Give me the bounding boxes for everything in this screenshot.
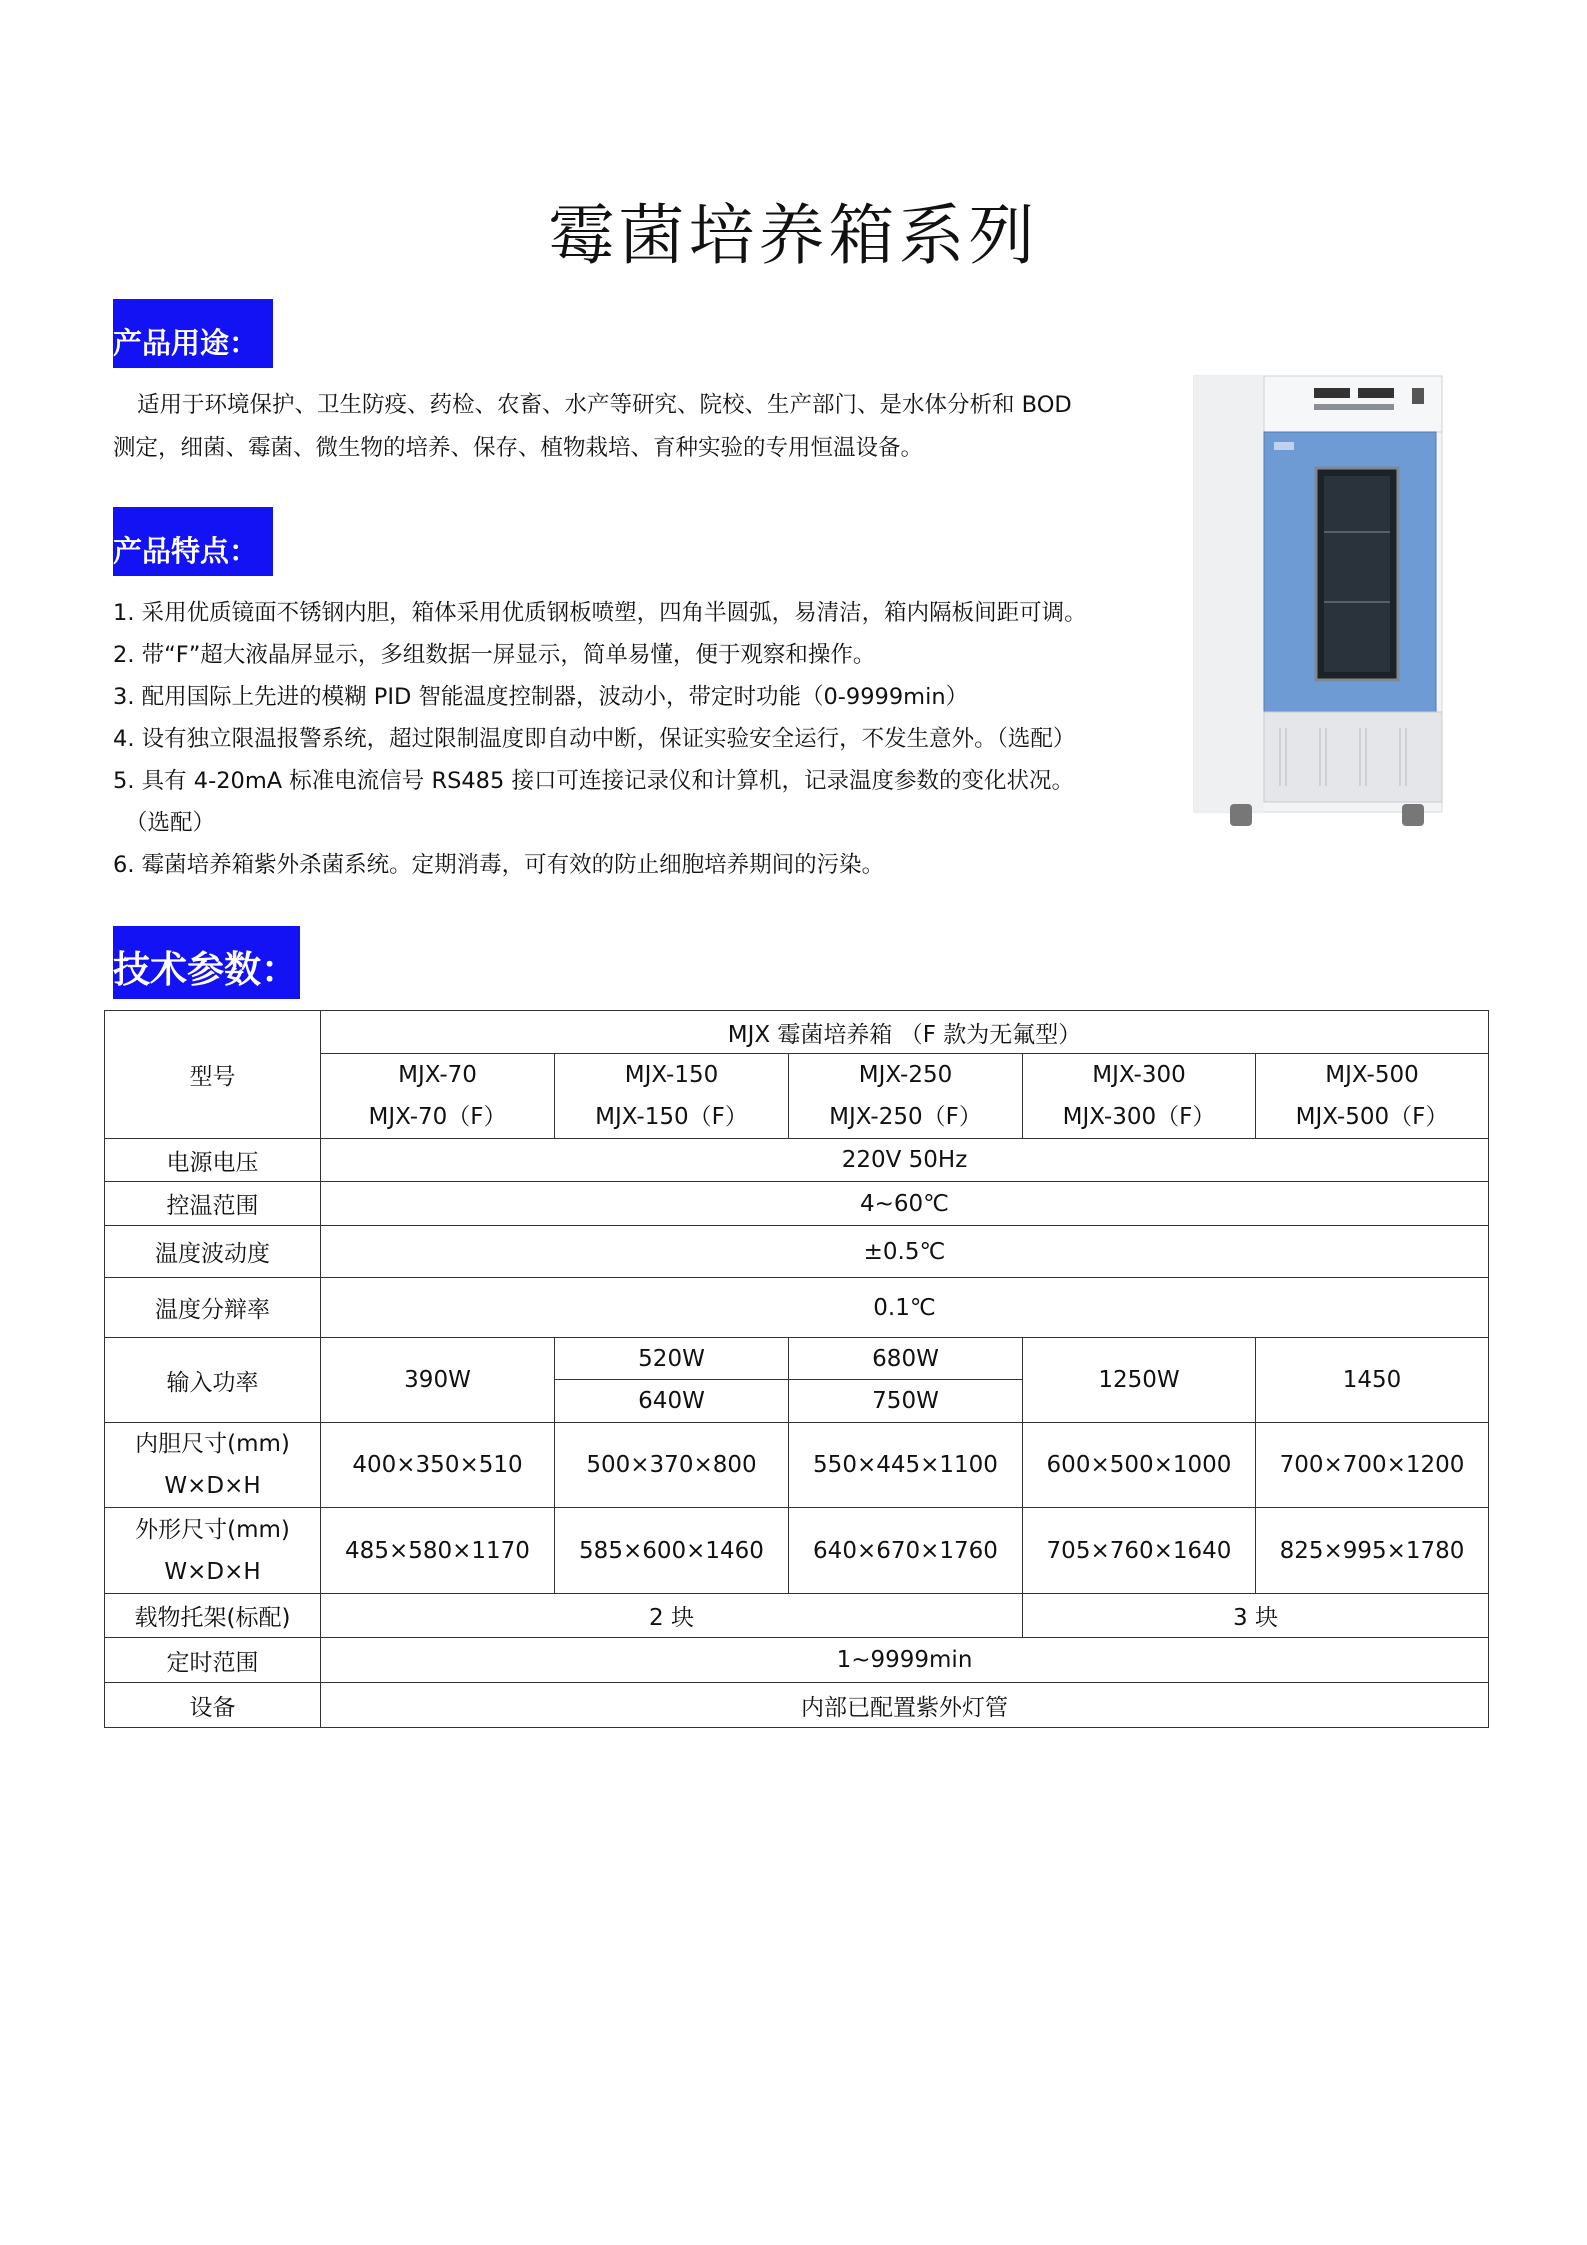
row-value: 1~9999min — [321, 1638, 1489, 1683]
feature-item: 6. 霉菌培养箱紫外杀菌系统。定期消毒，可有效的防止细胞培养期间的污染。 — [113, 852, 885, 878]
row-value: 220V 50Hz — [321, 1139, 1489, 1182]
feature-item: 4. 设有独立限温报警系统，超过限制温度即自动中断，保证实验安全运行，不发生意外。（选配） — [113, 726, 1076, 752]
row-label: 设备 — [105, 1683, 321, 1728]
tech-heading: 技术参数： — [113, 926, 300, 999]
row-label: 温度分辩率 — [105, 1278, 321, 1338]
row-value: 600×500×1000 — [1023, 1423, 1256, 1508]
row-value: 3 块 — [1023, 1594, 1489, 1638]
row-label: 定时范围 — [105, 1638, 321, 1683]
row-value: 520W — [555, 1338, 789, 1380]
feature-item: 1. 采用优质镜面不锈钢内胆，箱体采用优质钢板喷塑，四角半圆弧，易清洁，箱内隔板间距可调。 — [113, 600, 1087, 626]
features-list — [113, 592, 1087, 886]
table-row — [105, 1638, 1489, 1683]
row-value: 400×350×510 — [321, 1423, 555, 1508]
model-label: 型号 — [105, 1011, 321, 1139]
model-cell: MJX-250 MJX-250（F） — [789, 1054, 1023, 1139]
table-row — [105, 1226, 1489, 1278]
usage-heading: 产品用途： — [113, 299, 273, 368]
incubator-photo — [1190, 372, 1460, 832]
row-value: 1450 — [1256, 1338, 1489, 1423]
row-value: 705×760×1640 — [1023, 1508, 1256, 1594]
row-value: 680W — [789, 1338, 1023, 1380]
table-row — [105, 1683, 1489, 1728]
model-cell: MJX-500 MJX-500（F） — [1256, 1054, 1489, 1139]
model-cell: MJX-150 MJX-150（F） — [555, 1054, 789, 1139]
row-value: ±0.5℃ — [321, 1226, 1489, 1278]
row-value: 585×600×1460 — [555, 1508, 789, 1594]
page-title: 霉菌培养箱系列 — [548, 197, 1039, 274]
features-heading: 产品特点： — [113, 507, 273, 576]
row-label: 输入功率 — [105, 1338, 321, 1423]
model-cell: MJX-300 MJX-300（F） — [1023, 1054, 1256, 1139]
row-value: 500×370×800 — [555, 1423, 789, 1508]
row-value: 750W — [789, 1380, 1023, 1423]
model-cell: MJX-70 MJX-70（F） — [321, 1054, 555, 1139]
table-row — [105, 1594, 1489, 1638]
feature-item: 5. 具有 4-20mA 标准电流信号 RS485 接口可连接记录仪和计算机，记录温度参数的变化状况。 — [113, 768, 1074, 794]
row-label: 载物托架(标配) — [105, 1594, 321, 1638]
row-label: 电源电压 — [105, 1139, 321, 1182]
table-row — [105, 1139, 1489, 1182]
row-value: 825×995×1780 — [1256, 1508, 1489, 1594]
row-value: 550×445×1100 — [789, 1423, 1023, 1508]
row-label: 控温范围 — [105, 1182, 321, 1226]
row-value: 485×580×1170 — [321, 1508, 555, 1594]
row-label: 温度波动度 — [105, 1226, 321, 1278]
row-value: 0.1℃ — [321, 1278, 1489, 1338]
row-value: 640×670×1760 — [789, 1508, 1023, 1594]
feature-item-continuation: （选配） — [125, 810, 216, 836]
table-row — [105, 1338, 1489, 1380]
table-row — [105, 1011, 1489, 1054]
feature-item: 3. 配用国际上先进的模糊 PID 智能温度控制器，波动小，带定时功能（0-9999min） — [113, 684, 969, 710]
feature-item: 2. 带“F”超大液晶屏显示，多组数据一屏显示，简单易懂，便于观察和操作。 — [113, 642, 876, 668]
table-row — [105, 1182, 1489, 1226]
row-value: 390W — [321, 1338, 555, 1423]
usage-line-1: 适用于环境保护、卫生防疫、药检、农畜、水产等研究、院校、生产部门、是水体分析和 BOD — [137, 392, 1072, 418]
table-row — [105, 1278, 1489, 1338]
spec-table — [104, 1010, 1489, 1728]
table-row — [105, 1508, 1489, 1594]
row-value: 2 块 — [321, 1594, 1023, 1638]
row-value: 内部已配置紫外灯管 — [321, 1683, 1489, 1728]
row-value: 4~60℃ — [321, 1182, 1489, 1226]
row-value: 1250W — [1023, 1338, 1256, 1423]
row-value: 700×700×1200 — [1256, 1423, 1489, 1508]
table-row — [105, 1423, 1489, 1508]
row-label: 外形尺寸(mm) W×D×H — [105, 1508, 321, 1594]
row-value: 640W — [555, 1380, 789, 1423]
usage-line-2: 测定，细菌、霉菌、微生物的培养、保存、植物栽培、育种实验的专用恒温设备。 — [113, 435, 924, 461]
row-label: 内胆尺寸(mm) W×D×H — [105, 1423, 321, 1508]
series-title: MJX 霉菌培养箱 （F 款为无氟型） — [321, 1011, 1489, 1054]
